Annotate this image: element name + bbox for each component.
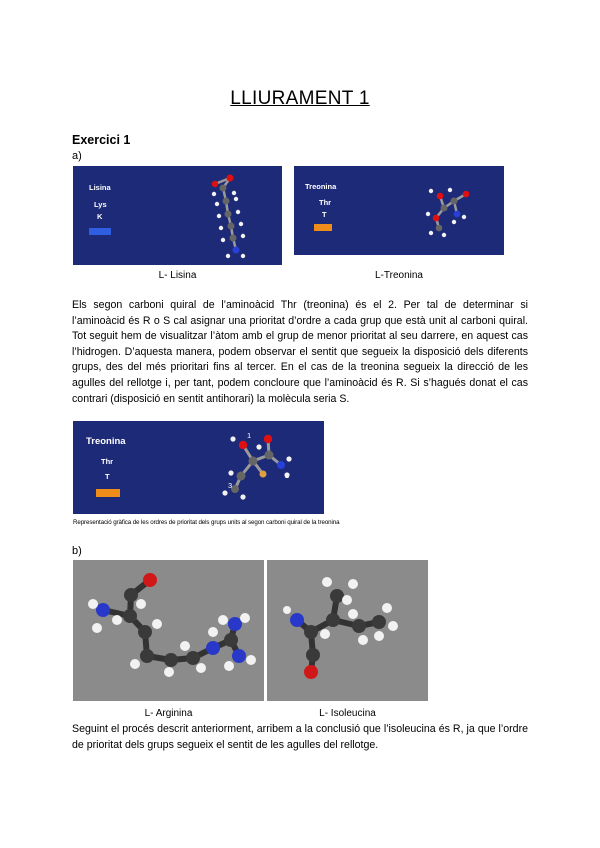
arginina-panel bbox=[73, 560, 264, 701]
isoleucina-panel bbox=[267, 560, 428, 701]
treonina-molecule bbox=[294, 166, 504, 255]
part-a-label: a) bbox=[72, 150, 82, 162]
priority-label-1: 1 bbox=[247, 431, 252, 440]
priority-label-3: 3 bbox=[228, 481, 233, 490]
panel-abbr3: Thr bbox=[319, 198, 332, 207]
panel-abbr3: Thr bbox=[101, 457, 114, 466]
panel-abbr1: T bbox=[105, 472, 110, 481]
caption-representation: Representació gràfica de les ordres de prioritat dels grups units al segon carboni quiral de la treonina bbox=[73, 519, 340, 526]
caption-arginina: L- Arginina bbox=[144, 708, 193, 719]
part-b-label: b) bbox=[72, 545, 82, 557]
priority-label-2: 2 bbox=[285, 471, 290, 480]
panel-abbr1: T bbox=[322, 210, 327, 219]
panel-abbr3: Lys bbox=[94, 200, 107, 209]
panel-name: Lisina bbox=[89, 183, 111, 192]
exercise-heading: Exercici 1 bbox=[72, 133, 131, 147]
caption-treonina: L-Treonina bbox=[375, 270, 423, 281]
treonina-priority-molecule bbox=[73, 421, 324, 514]
isoleucina-molecule bbox=[267, 560, 428, 701]
paragraph-2: Seguint el procés descrit anteriorment, arribem a la conclusió que l’isoleucina és R, ja que l’ordre de prioritat dels grups segueix el sentit de les agulles del rellotge. bbox=[72, 723, 528, 751]
paragraph-1: Els segon carboni quiral de l’aminoàcid Thr (treonina) és el 2. Per tal de determinar si l’aminoàcid és R o S cal asignar una prioritat d’ordre a cada grup que està unit al carboni quiral. Tot seguit hem de visualitzar l’àtom amb el grup de menor prioritat al seu darrere, en aquest cas l’hidrogen. D’aquesta manera, podem observar el sentit que segueix la disposició dels diferents grups, des del més prioritari fins al tercer. En el cas de la treonina segueix la direcció de les agulles del rellotge i, per tant, podem concloure que l’aminoàcid és R. Si s’hagués donat el cas contrari (disposició en sentit antihorari) la molècula seria S. bbox=[72, 299, 528, 405]
arginina-molecule bbox=[73, 560, 264, 701]
page-title: LLIURAMENT 1 bbox=[230, 88, 370, 109]
panel-name: Treonina bbox=[305, 182, 337, 191]
caption-isoleucina: L- Isoleucina bbox=[319, 708, 376, 719]
caption-lisina: L- Lisina bbox=[158, 270, 197, 281]
treonina-priority-panel bbox=[73, 421, 324, 514]
treonina-panel bbox=[294, 166, 504, 255]
lisina-molecule bbox=[73, 166, 282, 265]
panel-abbr1: K bbox=[97, 212, 103, 221]
panel-name: Treonina bbox=[86, 436, 126, 447]
lisina-panel bbox=[73, 166, 282, 265]
